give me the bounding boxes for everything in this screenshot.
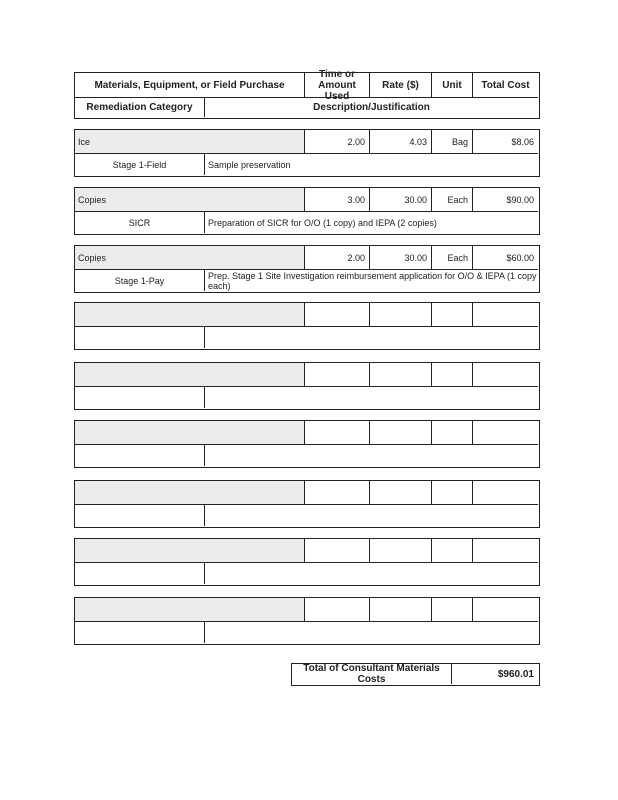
header-total: Total Cost xyxy=(473,73,538,98)
item-unit: Each xyxy=(432,246,473,270)
header-rate: Rate ($) xyxy=(370,73,432,98)
summary-total xyxy=(291,663,540,686)
item-description: Sample preservation xyxy=(208,159,291,170)
item-block-1 xyxy=(74,129,540,177)
item-block-3 xyxy=(74,245,540,293)
item-name: Copies xyxy=(75,246,305,270)
item-total: $8.06 xyxy=(473,130,538,154)
item-description: Prep. Stage 1 Site Investigation reimbursement application for O/O & IEPA (1 copy each) xyxy=(208,270,537,291)
item-category: SICR xyxy=(75,212,205,233)
item-amount: 3.00 xyxy=(305,188,370,212)
item-unit: Each xyxy=(432,188,473,212)
empty-block-5 xyxy=(74,538,540,586)
item-block-2 xyxy=(74,187,540,235)
item-rate: 30.00 xyxy=(370,188,432,212)
empty-block-4 xyxy=(74,480,540,528)
item-rate: 30.00 xyxy=(370,246,432,270)
item-total: $90.00 xyxy=(473,188,538,212)
item-amount: 2.00 xyxy=(305,130,370,154)
empty-block-6 xyxy=(74,597,540,645)
summary-label: Total of Consultant Materials Costs xyxy=(292,664,452,684)
header-unit: Unit xyxy=(432,73,473,98)
item-amount: 2.00 xyxy=(305,246,370,270)
item-rate: 4.03 xyxy=(370,130,432,154)
item-category: Stage 1-Pay xyxy=(75,270,205,291)
item-name: Ice xyxy=(75,130,305,154)
header-table xyxy=(74,68,540,119)
item-category: Stage 1-Field xyxy=(75,154,205,175)
item-name: Copies xyxy=(75,188,305,212)
empty-block-1 xyxy=(74,302,540,350)
header-materials: Materials, Equipment, or Field Purchase xyxy=(75,73,305,98)
header-category: Remediation Category xyxy=(75,98,205,117)
header-description: Description/Justification xyxy=(313,102,430,113)
item-description: Preparation of SICR for O/O (1 copy) and IEPA (2 copies) xyxy=(208,217,437,228)
item-unit: Bag xyxy=(432,130,473,154)
summary-value: $960.01 xyxy=(497,668,534,680)
item-total: $60.00 xyxy=(473,246,538,270)
empty-block-3 xyxy=(74,420,540,468)
header-time: Time or Amount Used xyxy=(305,73,370,98)
empty-block-2 xyxy=(74,362,540,410)
